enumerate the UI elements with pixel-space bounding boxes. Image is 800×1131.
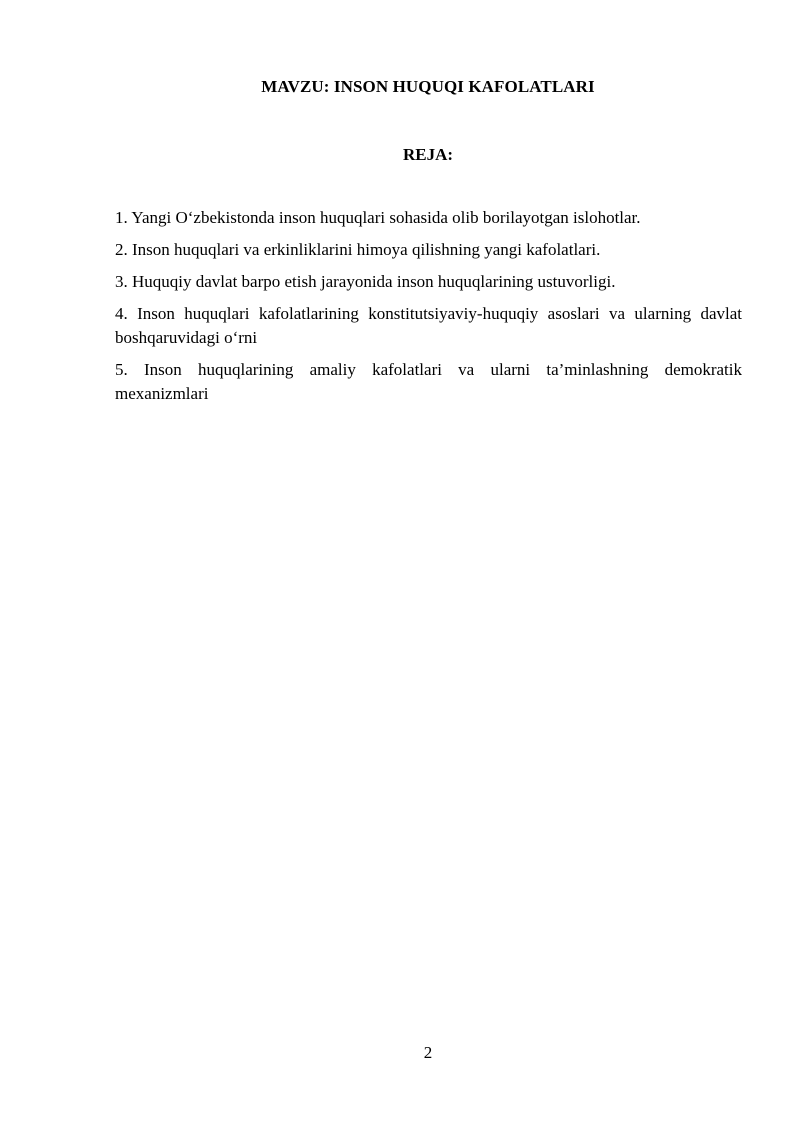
plan-item-5: 5. Inson huquqlarining amaliy kafolatlari va ularni ta’minlashning demokratik mexanizmlari xyxy=(115,360,742,403)
plan-item-4: 4. Inson huquqlari kafolatlarining konstitutsiyaviy-huquqiy asoslari va ularning davlat boshqaruvidagi o‘rni xyxy=(115,304,742,347)
plan-item-3: 3. Huquqiy davlat barpo etish jarayonida inson huquqlarining ustuvorligi. xyxy=(115,272,616,291)
plan-item-1: 1. Yangi O‘zbekistonda inson huquqlari sohasida olib borilayotgan islohotlar. xyxy=(115,208,641,227)
plan-item-2: 2. Inson huquqlari va erkinliklarini himoya qilishning yangi kafolatlari. xyxy=(115,240,601,259)
plan-list xyxy=(115,206,742,414)
plan-heading: REJA: xyxy=(402,145,454,164)
document-title: MAVZU: INSON HUQUQI KAFOLATLARI xyxy=(261,77,595,96)
page-number: 2 xyxy=(423,1043,433,1062)
